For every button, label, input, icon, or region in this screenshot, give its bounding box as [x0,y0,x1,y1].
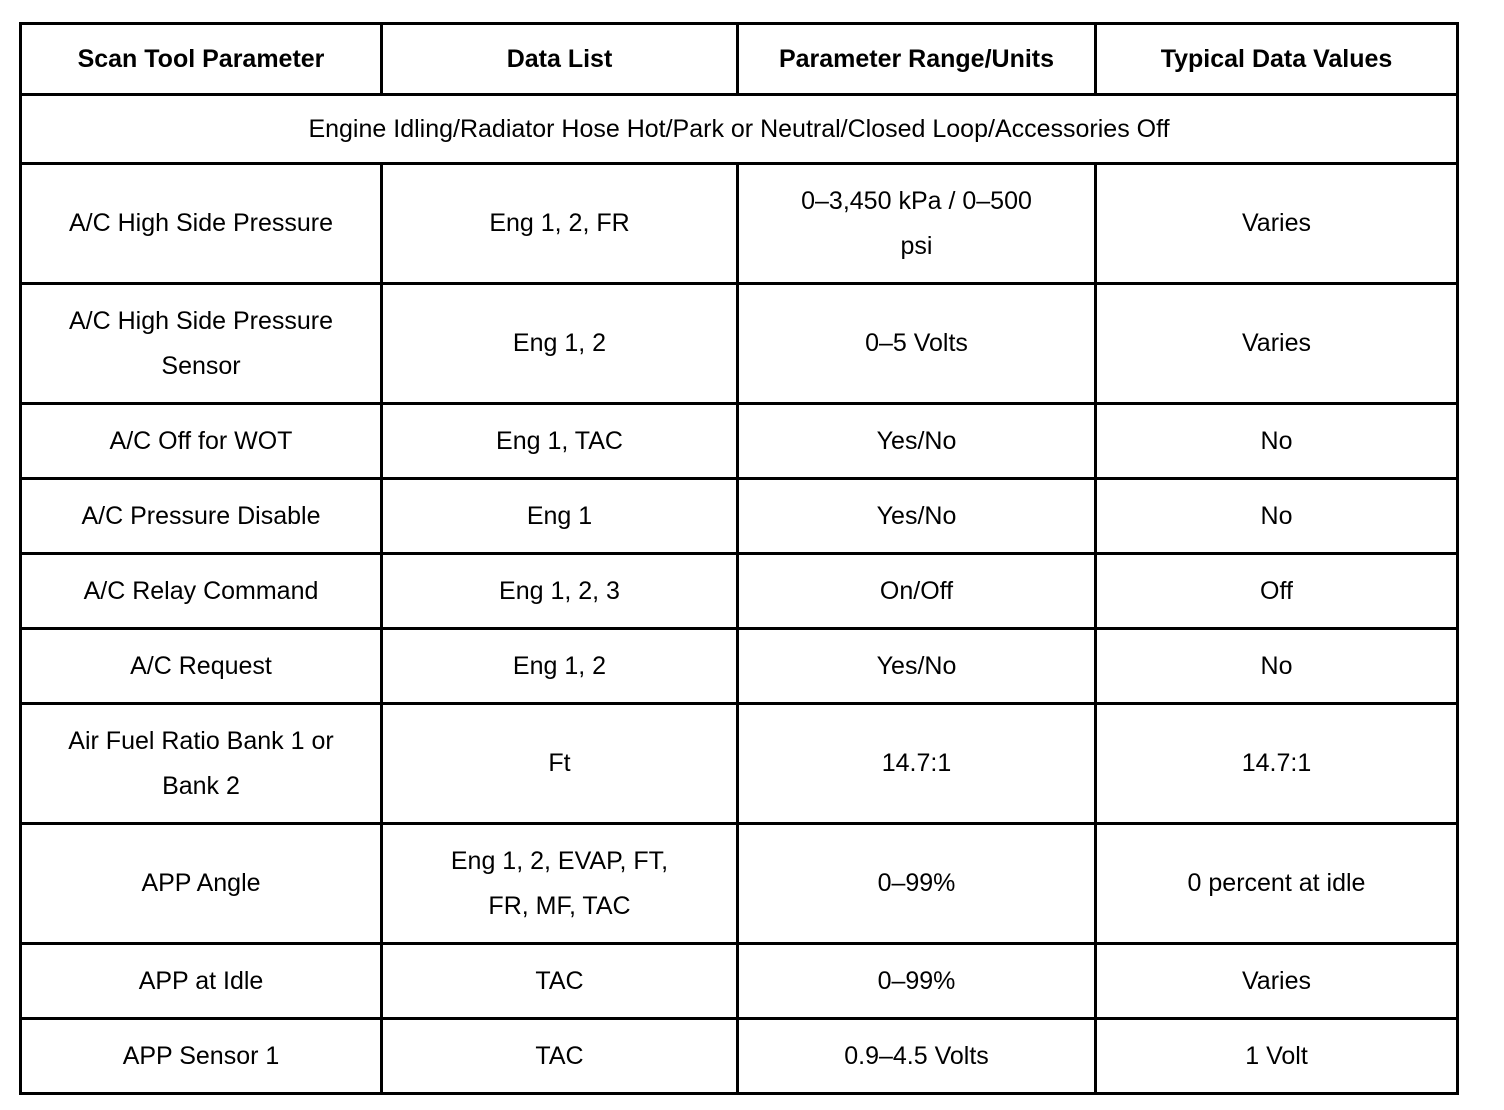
column-header-typical-values: Typical Data Values [1096,24,1458,95]
header-row [21,24,1458,95]
cell-line: 0–99% [877,869,956,897]
cell-line: Ft [548,749,571,777]
cell-line: FR, MF, TAC [488,891,631,920]
cell-data-list [382,554,738,629]
cell-line: 14.7:1 [1241,749,1312,777]
column-header-scan-tool-parameter: Scan Tool Parameter [21,24,382,95]
cell-typical [1096,479,1458,554]
table-row [21,554,1458,629]
cell-typical [1096,404,1458,479]
cell-typical [1096,944,1458,1019]
cell-line: APP Angle [141,869,261,897]
cell-range [738,284,1096,404]
cell-line: Eng 1, TAC [496,426,623,455]
cell-line: Off [1260,576,1293,605]
cell-parameter [21,554,382,629]
table-row [21,479,1458,554]
cell-line: A/C High Side Pressure [68,209,333,237]
cell-range [738,629,1096,704]
cell-parameter [21,404,382,479]
table-row [21,284,1458,404]
cell-parameter [21,164,382,284]
cell-typical [1096,824,1458,944]
cell-line: 0–5 Volts [865,329,968,357]
cell-line: Eng 1, 2, 3 [499,576,620,605]
table-row [21,944,1458,1019]
cell-line: 0–3,450 kPa / 0–500 [801,186,1032,215]
cell-line: No [1260,426,1293,455]
cell-line: Yes/No [876,651,957,680]
cell-range [738,944,1096,1019]
column-header-parameter-range: Parameter Range/Units [738,24,1096,95]
cell-data-list [382,1019,738,1094]
cell-line: Eng 1, 2 [512,329,607,357]
scan-tool-data-table [19,22,1459,1095]
cell-range [738,1019,1096,1094]
cell-typical [1096,164,1458,284]
cell-line: Eng 1 [526,501,593,530]
cell-parameter [21,629,382,704]
cell-line: A/C Off for WOT [109,426,293,455]
cell-line: A/C Pressure Disable [81,501,321,530]
table-row [21,404,1458,479]
condition-row [21,95,1458,164]
cell-line: No [1260,501,1293,530]
cell-range [738,554,1096,629]
cell-typical [1096,629,1458,704]
cell-line: Eng 1, 2, FR [489,209,630,237]
cell-line: Air Fuel Ratio Bank 1 or [68,726,334,755]
cell-line: Varies [1241,209,1311,237]
cell-line: Yes/No [876,426,957,455]
cell-line: 14.7:1 [881,749,952,777]
cell-line: 0 percent at idle [1187,869,1366,897]
cell-line: TAC [535,966,584,995]
cell-parameter [21,1019,382,1094]
cell-line: Eng 1, 2 [512,651,607,680]
cell-data-list [382,164,738,284]
cell-data-list [382,629,738,704]
cell-data-list [382,479,738,554]
cell-data-list [382,284,738,404]
table-row [21,824,1458,944]
cell-data-list [382,824,738,944]
cell-typical [1096,704,1458,824]
table-row [21,164,1458,284]
cell-range [738,479,1096,554]
cell-parameter [21,479,382,554]
cell-line: psi [900,231,933,260]
cell-data-list [382,704,738,824]
cell-data-list [382,404,738,479]
table-row [21,1019,1458,1094]
cell-line: A/C High Side Pressure [68,306,333,335]
cell-line: Varies [1241,329,1311,357]
cell-line: Bank 2 [162,771,240,800]
cell-range [738,824,1096,944]
cell-line: APP at Idle [138,966,264,995]
cell-line: Eng 1, 2, EVAP, FT, [450,846,669,875]
table-row [21,629,1458,704]
cell-line: 1 Volt [1245,1041,1308,1070]
cell-data-list [382,944,738,1019]
cell-line: No [1260,651,1293,680]
cell-line: Yes/No [876,501,957,530]
cell-typical [1096,1019,1458,1094]
cell-typical [1096,284,1458,404]
cell-line: 0.9–4.5 Volts [844,1041,989,1070]
table-row [21,704,1458,824]
cell-range [738,404,1096,479]
cell-line: Varies [1241,966,1311,995]
cell-line: On/Off [879,576,954,605]
cell-line: Sensor [161,351,241,380]
cell-parameter [21,704,382,824]
cell-line: A/C Request [130,651,272,680]
cell-parameter [21,824,382,944]
cell-parameter [21,284,382,404]
cell-line: APP Sensor 1 [122,1041,280,1070]
cell-typical [1096,554,1458,629]
operating-condition: Engine Idling/Radiator Hose Hot/Park or Neutral/Closed Loop/Accessories Off [21,95,1458,164]
cell-line: TAC [535,1041,584,1070]
cell-line: A/C Relay Command [83,576,319,605]
column-header-data-list: Data List [382,24,738,95]
cell-range [738,164,1096,284]
cell-range [738,704,1096,824]
cell-line: 0–99% [877,966,956,995]
cell-parameter [21,944,382,1019]
